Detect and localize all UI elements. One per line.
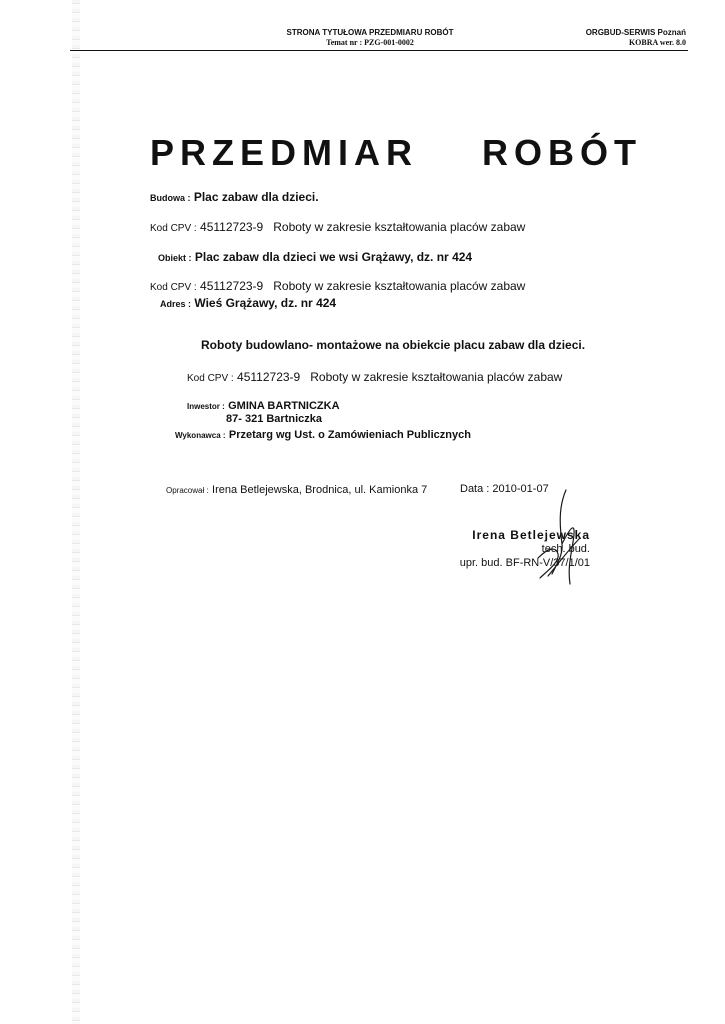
opracowal-row (166, 482, 427, 498)
adres-value: Wieś Grążawy, dz. nr 424 (194, 296, 337, 310)
budowa-row (150, 190, 319, 205)
cpv-row-1 (150, 220, 525, 236)
header-software: ORGBUD-SERWIS Poznań (585, 28, 686, 37)
budowa-label: Budowa : (150, 193, 191, 203)
budowa-value: Plac zabaw dla dzieci. (193, 190, 319, 204)
header-right (560, 28, 686, 48)
cpv-label: Kod CPV : (150, 223, 197, 234)
obiekt-label: Obiekt : (158, 253, 192, 263)
scan-edge (72, 0, 80, 1024)
cpv-code: 45112723-9 (200, 279, 264, 293)
header-version: KOBRA wer. 8.0 (628, 38, 686, 47)
inwestor-label: Inwestor : (187, 402, 225, 411)
cpv-row-3 (187, 370, 562, 386)
wykonawca-label: Wykonawca : (175, 431, 226, 440)
wykonawca-value: Przetarg wg Ust. o Zamówieniach Publicznych (228, 429, 471, 441)
inwestor-address: 87- 321 Bartniczka (226, 413, 322, 425)
inwestor-name: GMINA BARTNICZKA (228, 400, 340, 412)
cpv-desc: Roboty w zakresie kształtowania placów zabaw (310, 370, 563, 384)
cpv-desc: Roboty w zakresie kształtowania placów zabaw (273, 220, 526, 234)
header-rule (70, 50, 688, 51)
stamp-license: upr. bud. BF-RN-V/37/1/01 (459, 557, 590, 569)
stamp-name: Irena Betlejewska (472, 528, 590, 542)
opracowal-value: Irena Betlejewska, Brodnica, ul. Kamionka 7 (212, 484, 428, 496)
header-center (250, 28, 490, 48)
page-title: PRZEDMIAR ROBÓT (150, 132, 642, 173)
cpv-row-2 (150, 279, 525, 295)
obiekt-value: Plac zabaw dla dzieci we wsi Grążawy, dz. nr 424 (194, 250, 473, 264)
adres-label: Adres : (160, 299, 192, 309)
header-topic: Temat nr : PZG-001-0002 (326, 38, 414, 47)
scope-text: Roboty budowlano- montażowe na obiekcie placu zabaw dla dzieci. (201, 338, 586, 352)
cpv-label: Kod CPV : (187, 373, 234, 384)
cpv-code: 45112723-9 (200, 220, 264, 234)
cpv-desc: Roboty w zakresie kształtowania placów zabaw (273, 279, 526, 293)
date-label: Data : (460, 483, 490, 495)
header-title: STRONA TYTUŁOWA PRZEDMIARU ROBÓT (286, 28, 454, 37)
stamp-title: tech. bud. (541, 543, 590, 555)
handwritten-signature (500, 488, 590, 588)
adres-row (160, 296, 336, 311)
opracowal-label: Opracował : (166, 486, 209, 495)
cpv-label: Kod CPV : (150, 282, 197, 293)
wykonawca-row (175, 427, 471, 443)
cpv-code: 45112723-9 (237, 370, 301, 384)
date-value: 2010-01-07 (492, 483, 549, 495)
obiekt-row (158, 250, 472, 265)
